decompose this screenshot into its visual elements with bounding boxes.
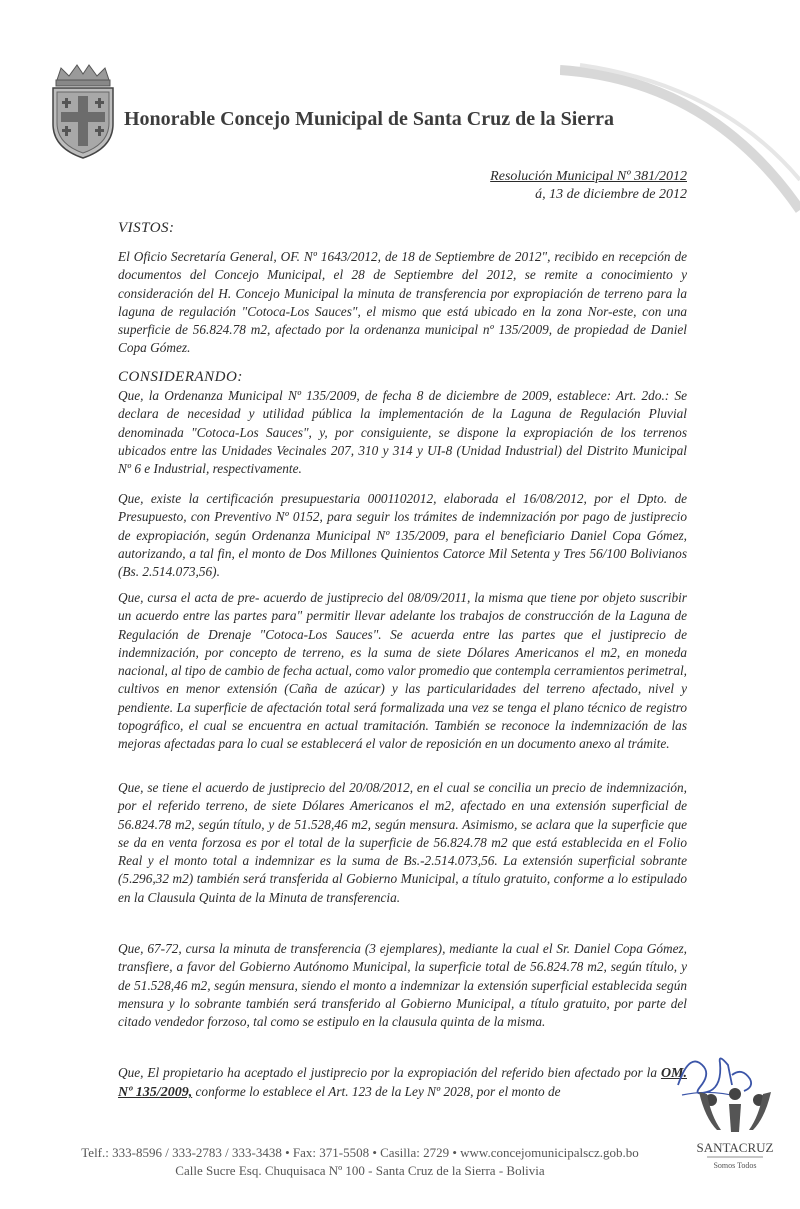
footer	[50, 1144, 670, 1180]
institution-title: Honorable Concejo Municipal de Santa Cruz de la Sierra	[124, 108, 614, 130]
vistos-heading: VISTOS:	[118, 220, 175, 236]
logo-text: SANTACRUZ	[696, 1140, 774, 1155]
paragraph-6-end: conforme lo establece el Art. 123 de la Ley Nº 2028, por el monto de	[192, 1084, 561, 1100]
header-swoosh-decoration	[560, 60, 800, 230]
paragraph-6-start: Que, El propietario ha aceptado el justiprecio por la expropiación del referido bien afectado por la	[118, 1065, 661, 1080]
considerando-paragraph-6	[118, 1064, 687, 1103]
logo-tagline: Somos Todos	[713, 1161, 757, 1170]
footer-contact: Telf.: 333-8596 / 333-2783 / 333-3438 • Fax: 371-5508 • Casilla: 2729 • www.concejomunicipalscz.gob.bo	[81, 1145, 639, 1160]
resolution-block	[490, 168, 687, 204]
considerando-paragraph-1: Que, la Ordenanza Municipal Nº 135/2009, de fecha 8 de diciembre de 2009, establece: Art. 2do.: Se declara de necesidad y utilidad pública la implementación de la Laguna de Regulación Pluvial denominada "Cotoca-Los Sauces", y, por consiguiente, se dispone la expropiación de los terrenos ubicados entre las Unidades Vecinales 207, 310 y 314 y UI-8 (Unidad Industrial) del Distrito Municipal Nº 6 e Industrial, respectivamente.	[118, 388, 687, 477]
ordinance-reference: OM. Nº 135/2009,	[118, 1066, 687, 1101]
considerando-paragraph-2: Que, existe la certificación presupuestaria 0001102012, elaborada el 16/08/2012, por el Dpto. de Presupuesto, con Preventivo Nº 0152, para seguir los trámites de indemnización por pago de justiprecio de expropiación, según Ordenanza Municipal Nº 135/2009, para el beneficiario Daniel Copa Gómez, autorizando, a tal fin, el monto de Dos Millones Quinientos Catorce Mil Setenta y Tres 56/100 Bolivianos (Bs. 2.514.073,56).	[118, 491, 687, 580]
footer-address: Calle Sucre Esq. Chuquisaca Nº 100 - Santa Cruz de la Sierra - Bolivia	[175, 1163, 545, 1178]
coat-of-arms-icon	[47, 62, 119, 160]
santa-cruz-logo-icon	[685, 1060, 785, 1180]
considerando-heading: CONSIDERANDO:	[118, 369, 243, 385]
considerando-paragraph-3: Que, cursa el acta de pre- acuerdo de justiprecio del 08/09/2011, la misma que tiene por objeto suscribir un acuerdo entre las partes para" permitir llevar adelante los trabajos de construcción de la Laguna de Regulación de Drenaje "Cotoca-Los Sauces". Se acuerda entre las partes que el justiprecio de indemnización, por concepto de terreno, es la suma de siete Dólares Americanos el m2, en moneda nacional, al tipo de cambio de fecha actual, como valor promedio que contempla cerramientos perimetral, cultivos en menor extensión (Caña de azúcar) y las particularidades del terreno afectado, nivel y pendiente. La superficie de afectación total será formalizada una vez se tenga el plano técnico de registro topográfico, el cual se encuentra en actual tramitación. También se reconoce la indemnización de las mejoras afectadas para lo cual se establecerá el valor de reposición en un documento anexo al trámite.	[118, 590, 687, 752]
considerando-paragraph-5: Que, 67-72, cursa la minuta de transferencia (3 ejemplares), mediante la cual el Sr. Daniel Copa Gómez, transfiere, a favor del Gobierno Autónomo Municipal, la superficie total de 56.824.78 m2, según título, y de 51.528,46 m2, según mensura, siendo el monto a indemnizar la extensión superficial establecida según mensura y lo sobrante también será transferido al Gobierno Municipal, a título gratuito, por parte del citado vendedor forzoso, tal como se estipulo en la clausula quinta de la misma.	[118, 941, 687, 1030]
resolution-number: Resolución Municipal Nº 381/2012	[490, 169, 687, 184]
vistos-paragraph: El Oficio Secretaría General, OF. Nº 1643/2012, de 18 de Septiembre de 2012", recibido en recepción de documentos del Concejo Municipal, el 28 de Septiembre del 2012, se remite a conocimiento y consideración del H. Concejo Municipal la minuta de transferencia por expropiación de terreno para la laguna de regulación "Cotoca-Los Sauces", el mismo que está ubicado en la zona Nor-este, con una superficie de 56.824.78 m2, afectado por la ordenanza municipal nº 135/2009, de propiedad de Daniel Copa Gómez.	[118, 249, 687, 356]
resolution-date: á, 13 de diciembre de 2012	[535, 187, 687, 202]
considerando-paragraph-4: Que, se tiene el acuerdo de justiprecio del 20/08/2012, en el cual se concilia un precio de indemnización, por el referido terreno, de siete Dólares Americanos el m2, afectado en una extensión superficial de 56.824.78 m2, según título, y de 51.528,46 m2, según mensura. Asimismo, se aclara que la superficie que se da en venta forzosa es por el total de la superficie de 56.824.78 m2 que está establecida en el Folio Real y el monto total a indemnizar es la suma de Bs.-2.514.073,56. La extensión superficial sobrante (5.296,32 m2) también será transferida al Gobierno Municipal, a título gratuito, conforme a lo estipulado en la Clausula Quinta de la Minuta de transferencia.	[118, 780, 687, 905]
